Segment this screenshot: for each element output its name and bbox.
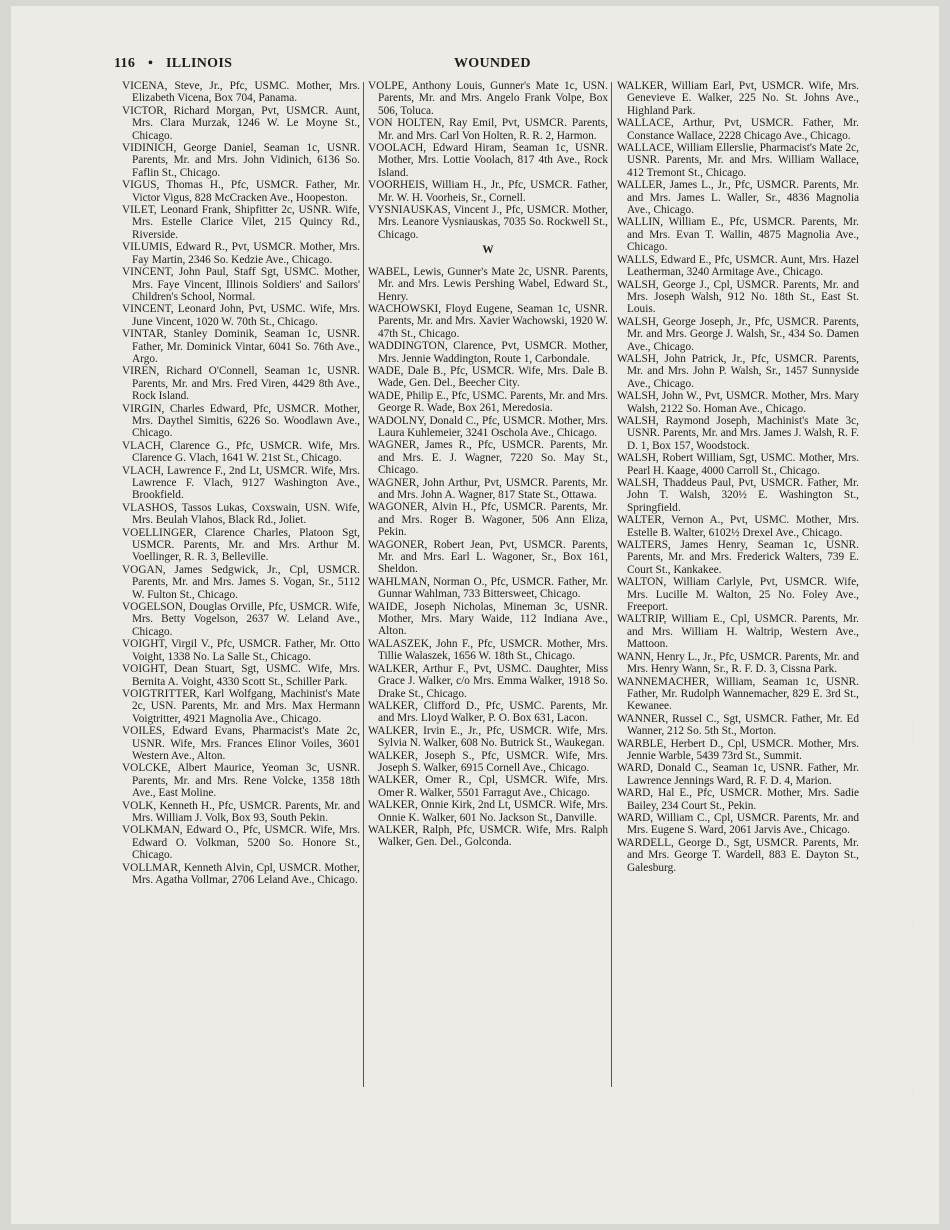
casualty-entry: WALKER, Joseph S., Pfc, USMCR. Wife, Mrs. Joseph S. Walker, 6915 Cornell Ave., Chicago.: [368, 749, 608, 774]
casualty-entry: WALSH, John W., Pvt, USMCR. Mother, Mrs. Mary Walsh, 2122 So. Homan Ave., Chicago.: [617, 390, 859, 415]
casualty-entry: VLACH, Lawrence F., 2nd Lt, USMCR. Wife, Mrs. Lawrence F. Vlach, 9127 Washington Ave., Brookfield.: [122, 464, 360, 502]
casualty-entry: WALSH, Raymond Joseph, Machinist's Mate 3c, USNR. Parents, Mr. and Mrs. James J. Walsh, R. F. D. 1, Box 157, Woodstock.: [617, 414, 859, 452]
casualty-entry: WALLIN, William E., Pfc, USMCR. Parents, Mr. and Mrs. Evan T. Wallin, 4875 Magnolia Ave., Chicago.: [617, 216, 859, 254]
casualty-entry: WADDINGTON, Clarence, Pvt, USMCR. Mother, Mrs. Jennie Waddington, Route 1, Carbondale.: [368, 340, 608, 365]
casualty-entry: VICENA, Steve, Jr., Pfc, USMC. Mother, Mrs. Elizabeth Vicena, Box 704, Panama.: [122, 80, 360, 105]
casualty-entry: VOILES, Edward Evans, Pharmacist's Mate 2c, USNR. Wife, Mrs. Frances Elinor Voiles, 3601 Western Ave., Alton.: [122, 725, 360, 762]
section-title: WOUNDED: [454, 56, 531, 71]
casualty-entry: WAIDE, Joseph Nicholas, Mineman 3c, USNR. Mother, Mrs. Mary Waide, 112 Indiana Ave., Alton.: [368, 600, 608, 638]
casualty-entry: WALSH, George Joseph, Jr., Pfc, USMCR. Parents, Mr. and Mrs. George J. Walsh, Sr., 434 So. Damen Ave., Chicago.: [617, 315, 859, 353]
casualty-entry: VIGUS, Thomas H., Pfc, USMCR. Father, Mr. Victor Vigus, 828 McCracken Ave., Hoopeston.: [122, 179, 360, 204]
column-3: [617, 80, 859, 1090]
casualty-entry: WADOLNY, Donald C., Pfc, USMCR. Mother, Mrs. Laura Kuhlemeier, 3241 Oschola Ave., Chicago.: [368, 414, 608, 439]
casualty-entry: WALLACE, Arthur, Pvt, USMCR. Father, Mr. Constance Wallace, 2228 Chicago Ave., Chicago.: [617, 117, 859, 142]
scan-mark: [911, 1085, 914, 1097]
casualty-entry: VOGELSON, Douglas Orville, Pfc, USMCR. Wife, Mrs. Betty Vogelson, 2637 W. Leland Ave., Chicago.: [122, 601, 360, 638]
casualty-entry: WARD, Hal E., Pfc, USMCR. Mother, Mrs. Sadie Bailey, 234 Court St., Pekin.: [617, 787, 859, 812]
casualty-entry: WALLER, James L., Jr., Pfc, USMCR. Parents, Mr. and Mrs. James L. Waller, Sr., 4836 Magnolia Ave., Chicago.: [617, 179, 859, 217]
casualty-entry: VOIGHT, Virgil V., Pfc, USMCR. Father, Mr. Otto Voight, 1338 No. La Salle St., Chicago.: [122, 638, 360, 663]
casualty-entry: WARDELL, George D., Sgt, USMCR. Parents, Mr. and Mrs. George T. Wardell, 883 E. Dayton St., Galesburg.: [617, 836, 859, 874]
casualty-entry: VINTAR, Stanley Dominik, Seaman 1c, USNR. Father, Mr. Dominick Vintar, 6041 So. 76th Ave., Argo.: [122, 328, 360, 365]
column-1: [122, 80, 360, 1090]
casualty-entry: VIREN, Richard O'Connell, Seaman 1c, USNR. Parents, Mr. and Mrs. Fred Viren, 4429 8th Ave., Rock Island.: [122, 365, 360, 403]
casualty-entry: WAGONER, Alvin H., Pfc, USMCR. Parents, Mr. and Mrs. Roger B. Wagoner, 506 Ann Eliza, Pekin.: [368, 501, 608, 539]
casualty-entry: WALLACE, William Ellerslie, Pharmacist's Mate 2c, USNR. Parents, Mr. and Mrs. William Wallace, 412 Tremont St., Chicago.: [617, 142, 859, 179]
casualty-entry: WARD, Donald C., Seaman 1c, USNR. Father, Mr. Lawrence Jennings Ward, R. F. D. 4, Marion.: [617, 762, 859, 787]
casualty-entry: VYSNIAUSKAS, Vincent J., Pfc, USMCR. Mother, Mrs. Leanore Vysniauskas, 7035 So. Rockwell St., Chicago.: [368, 204, 608, 241]
column-divider: [611, 82, 612, 1087]
casualty-entry: WAGNER, John Arthur, Pvt, USMCR. Parents, Mr. and Mrs. John A. Wagner, 817 State St., Ottawa.: [368, 476, 608, 501]
casualty-entry: WALSH, George J., Cpl, USMCR. Parents, Mr. and Mrs. Joseph Walsh, 912 No. 18th St., East St. Louis.: [617, 278, 859, 316]
casualty-entry: VICTOR, Richard Morgan, Pvt, USMCR. Aunt, Mrs. Clara Murzak, 1246 W. Le Moyne St., Chicago.: [122, 104, 360, 142]
casualty-entry: WALASZEK, John F., Pfc, USMCR. Mother, Mrs. Tillie Walaszek, 1656 W. 18th St., Chicago.: [368, 637, 608, 663]
casualty-entry: WALSH, John Patrick, Jr., Pfc, USMCR. Parents, Mr. and Mrs. John P. Walsh, Sr., 1457 Sunnyside Ave., Chicago.: [617, 352, 859, 390]
casualty-entry: VINCENT, Leonard John, Pvt, USMC. Wife, Mrs. June Vincent, 1020 W. 70th St., Chicago.: [122, 303, 360, 328]
casualty-entry: VOELLINGER, Clarence Charles, Platoon Sgt, USMCR. Parents, Mr. and Mrs. Arthur M. Voellinger, R. R. 3, Belleville.: [122, 526, 360, 564]
casualty-entry: WADE, Philip E., Pfc, USMC. Parents, Mr. and Mrs. George R. Wade, Box 261, Meredosia.: [368, 389, 608, 415]
page-header: [114, 56, 864, 74]
casualty-entry: VOIGTRITTER, Karl Wolfgang, Machinist's Mate 2c, USN. Parents, Mr. and Mrs. Max Hermann Voigtritter, 4921 Magnolia Ave., Chicago.: [122, 687, 360, 725]
casualty-entry: VILET, Leonard Frank, Shipfitter 2c, USNR. Wife, Mrs. Estelle Clarice Vilet, 215 Quincy Rd., Riverside.: [122, 204, 360, 241]
scan-mark: [911, 915, 914, 931]
casualty-entry: WAGNER, James R., Pfc, USMCR. Parents, Mr. and Mrs. E. J. Wagner, 7220 So. May St., Chicago.: [368, 439, 608, 477]
casualty-entry: WALTON, William Carlyle, Pvt, USMCR. Wife, Mrs. Lucille M. Walton, 25 No. Foley Ave., Freeport.: [617, 576, 859, 614]
casualty-entry: VOLK, Kenneth H., Pfc, USMCR. Parents, Mr. and Mrs. William J. Volk, Box 93, South Pekin.: [122, 799, 360, 824]
casualty-entry: WALKER, Irvin E., Jr., Pfc, USMCR. Wife, Mrs. Sylvia N. Walker, 608 No. Butrick St., Waukegan.: [368, 724, 608, 750]
casualty-entry: VON HOLTEN, Ray Emil, Pvt, USMCR. Parents, Mr. and Mrs. Carl Von Holten, R. R. 2, Harmon.: [368, 117, 608, 142]
casualty-entry: WALTER, Vernon A., Pvt, USMC. Mother, Mrs. Estelle B. Walter, 6102½ Drexel Ave., Chicago.: [617, 514, 859, 539]
scan-mark: [911, 720, 914, 744]
casualty-entry: WALKER, Clifford D., Pfc, USMC. Parents, Mr. and Mrs. Lloyd Walker, P. O. Box 631, Lacon.: [368, 699, 608, 725]
header-bullet: •: [148, 56, 154, 71]
casualty-entry: WANNER, Russel C., Sgt, USMCR. Father, Mr. Ed Wanner, 212 So. 5th St., Morton.: [617, 712, 859, 738]
casualty-entry: VOGAN, James Sedgwick, Jr., Cpl, USMCR. Parents, Mr. and Mrs. James S. Vogan, Sr., 5112 W. Fulton St., Chicago.: [122, 563, 360, 601]
casualty-entry: WAHLMAN, Norman O., Pfc, USMCR. Father, Mr. Gunnar Wahlman, 733 Bittersweet, Chicago.: [368, 575, 608, 601]
casualty-entry: WABEL, Lewis, Gunner's Mate 2c, USNR. Parents, Mr. and Mrs. Lewis Pershing Wabel, Edward St., Henry.: [368, 265, 608, 303]
casualty-entry: WALTERS, James Henry, Seaman 1c, USNR. Parents, Mr. and Mrs. Frederick Walters, 739 E. Court St., Kankakee.: [617, 539, 859, 576]
casualty-entry: VILUMIS, Edward R., Pvt, USMCR. Mother, Mrs. Fay Martin, 2346 So. Kedzie Ave., Chicago.: [122, 241, 360, 266]
casualty-entry: WACHOWSKI, Floyd Eugene, Seaman 1c, USNR. Parents, Mr. and Mrs. Xavier Wachowski, 1920 W. 47th St., Chicago.: [368, 302, 608, 340]
page-number: 116: [114, 56, 136, 71]
section-letter: W: [482, 244, 494, 257]
casualty-entry: VOIGHT, Dean Stuart, Sgt, USMC. Wife, Mrs. Bernita A. Voight, 4330 Scott St., Schiller Park.: [122, 663, 360, 688]
casualty-entry: WALSH, Robert William, Sgt, USMC. Mother, Mrs. Pearl H. Kaage, 4000 Carroll St., Chicago.: [617, 452, 859, 477]
casualty-entry: VOLKMAN, Edward O., Pfc, USMCR. Wife, Mrs. Edward O. Volkman, 5200 So. Honore St., Chicago.: [122, 824, 360, 862]
column-divider: [363, 82, 364, 1087]
casualty-entry: WALKER, Arthur F., Pvt, USMC. Daughter, Miss Grace J. Walker, c/o Mrs. Emma Walker, 1918 So. Drake St., Chicago.: [368, 662, 608, 700]
casualty-entry: WALSH, Thaddeus Paul, Pvt, USMCR. Father, Mr. John T. Walsh, 320½ E. Washington St., Springfield.: [617, 477, 859, 514]
casualty-entry: VIRGIN, Charles Edward, Pfc, USMCR. Mother, Mrs. Daythel Simitis, 6226 So. Woodlawn Ave., Chicago.: [122, 402, 360, 440]
casualty-entry: WAGONER, Robert Jean, Pvt, USMCR. Parents, Mr. and Mrs. Earl L. Wagoner, Sr., Box 161, Sheldon.: [368, 538, 608, 576]
casualty-entry: WALTRIP, William E., Cpl, USMCR. Parents, Mr. and Mrs. William H. Waltrip, Western Ave., Mattoon.: [617, 613, 859, 651]
casualty-entry: VOLLMAR, Kenneth Alvin, Cpl, USMCR. Mother, Mrs. Agatha Vollmar, 2706 Leland Ave., Chicago.: [122, 861, 360, 886]
casualty-entry: VOLPE, Anthony Louis, Gunner's Mate 1c, USN. Parents, Mr. and Mrs. Angelo Frank Volpe, Box 506, Toluca.: [368, 80, 608, 117]
casualty-entry: WANNEMACHER, William, Seaman 1c, USNR. Father, Mr. Rudolph Wannemacher, 829 E. 3rd St., Kewanee.: [617, 675, 859, 713]
casualty-entry: VINCENT, John Paul, Staff Sgt, USMC. Mother, Mrs. Faye Vincent, Illinois Soldiers' and Sailors' Children's School, Normal.: [122, 266, 360, 303]
casualty-entry: WADE, Dale B., Pfc, USMCR. Wife, Mrs. Dale B. Wade, Gen. Del., Beecher City.: [368, 364, 608, 390]
casualty-entry: WANN, Henry L., Jr., Pfc, USMCR. Parents, Mr. and Mrs. Henry Wann, Sr., R. F. D. 3, Cissna Park.: [617, 650, 859, 676]
casualty-entry: VLACH, Clarence G., Pfc, USMCR. Wife, Mrs. Clarence G. Vlach, 1641 W. 21st St., Chicago.: [122, 439, 360, 465]
casualty-entry: WALLS, Edward E., Pfc, USMCR. Aunt, Mrs. Hazel Leatherman, 3240 Armitage Ave., Chicago.: [617, 253, 859, 279]
casualty-entry: VOLCKE, Albert Maurice, Yeoman 3c, USNR. Parents, Mr. and Mrs. Rene Volcke, 1358 18th Ave., East Moline.: [122, 762, 360, 800]
casualty-entry: VLASHOS, Tassos Lukas, Coxswain, USN. Wife, Mrs. Beulah Vlahos, Black Rd., Joliet.: [122, 501, 360, 527]
casualty-entry: VIDINICH, George Daniel, Seaman 1c, USNR. Parents, Mr. and Mrs. John Vidinich, 6136 So. Faflin St., Chicago.: [122, 142, 360, 179]
casualty-entry: VOOLACH, Edward Hiram, Seaman 1c, USNR. Mother, Mrs. Lottie Voolach, 817 4th Ave., Rock Island.: [368, 142, 608, 179]
state-title: ILLINOIS: [166, 56, 233, 71]
casualty-entry: WARBLE, Herbert D., Cpl, USMCR. Mother, Mrs. Jennie Warble, 5439 73rd St., Summit.: [617, 737, 859, 762]
casualty-entry: WALKER, Omer R., Cpl, USMCR. Wife, Mrs. Omer R. Walker, 5501 Farragut Ave., Chicago.: [368, 774, 608, 799]
casualty-entry: WALKER, Onnie Kirk, 2nd Lt, USMCR. Wife, Mrs. Onnie K. Walker, 601 No. Jackson St., Danville.: [368, 799, 608, 824]
casualty-entry: VOORHEIS, William H., Jr., Pfc, USMCR. Father, Mr. W. H. Voorheis, Sr., Cornell.: [368, 179, 608, 204]
column-2: [368, 80, 608, 1090]
casualty-entry: WALKER, William Earl, Pvt, USMCR. Wife, Mrs. Genevieve E. Walker, 225 No. St. Johns Ave., Highland Park.: [617, 80, 859, 117]
casualty-entry: WARD, William C., Cpl, USMCR. Parents, Mr. and Mrs. Eugene S. Ward, 2061 Jarvis Ave., Chicago.: [617, 811, 859, 837]
casualty-entry: WALKER, Ralph, Pfc, USMCR. Wife, Mrs. Ralph Walker, Gen. Del., Golconda.: [368, 823, 608, 849]
